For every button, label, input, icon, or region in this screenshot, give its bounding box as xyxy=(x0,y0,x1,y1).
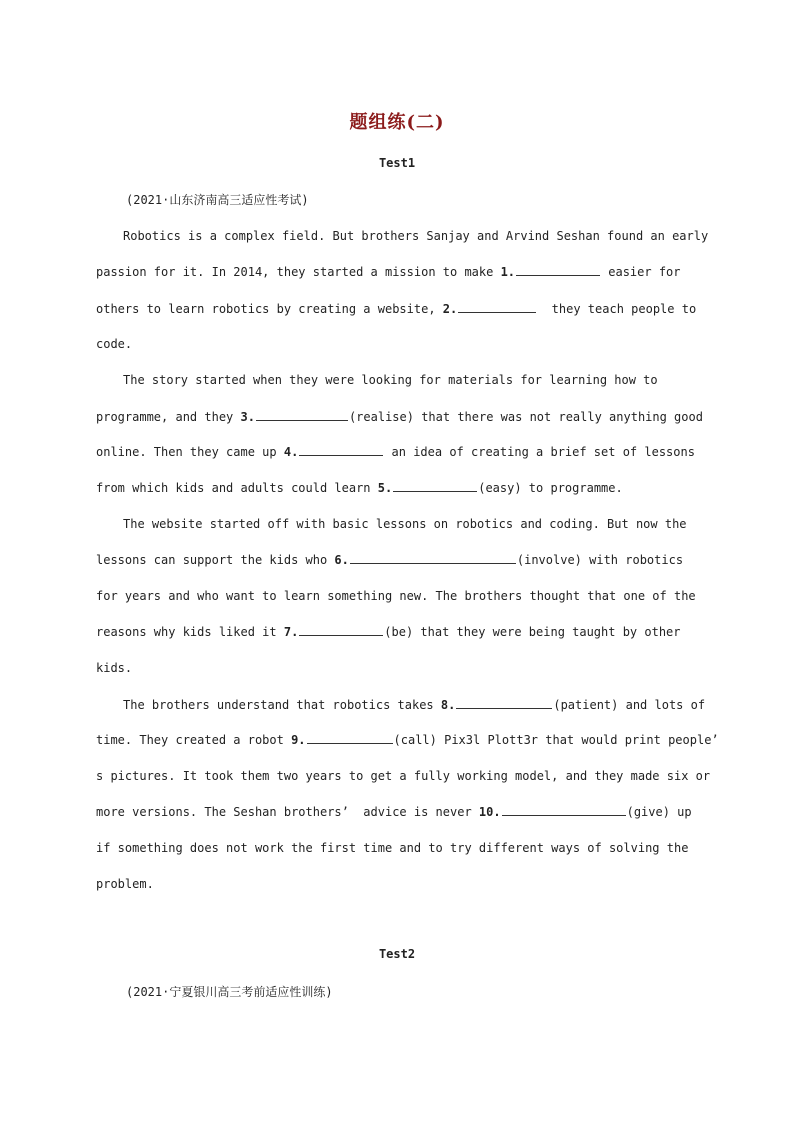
paragraph-line: The website started off with basic lessons on robotics and coding. But now the xyxy=(123,517,687,531)
answer-blank[interactable] xyxy=(516,264,600,276)
page-title: 题组练(二) xyxy=(349,112,445,133)
test1-source: (2021·山东济南高三适应性考试) xyxy=(126,193,309,207)
paragraph-line: for years and who want to learn something new. The brothers thought that one of the xyxy=(96,589,696,603)
answer-blank[interactable] xyxy=(256,409,348,421)
blank-number: 4. xyxy=(283,445,299,459)
answer-blank[interactable] xyxy=(299,444,383,456)
answer-blank[interactable] xyxy=(456,697,552,709)
blank-number: 6. xyxy=(334,553,349,567)
paragraph-line: problem. xyxy=(96,877,154,891)
blank-number: 2. xyxy=(442,302,458,316)
test2-source: (2021·宁夏银川高三考前适应性训练) xyxy=(126,985,333,999)
paragraph-line: online. Then they came up 4. an idea of creating a brief set of lessons xyxy=(96,445,695,459)
paragraph-line: lessons can support the kids who 6. (involve) with robotics xyxy=(96,553,684,567)
paragraph-line: The brothers understand that robotics takes 8. (patient) and lots of xyxy=(123,698,706,712)
paragraph-line: reasons why kids liked it 7. (be) that they were being taught by other xyxy=(96,625,681,639)
paragraph-line: code. xyxy=(96,337,133,351)
paragraph-line: from which kids and adults could learn 5. (easy) to programme. xyxy=(96,481,623,495)
blank-number: 7. xyxy=(283,625,299,639)
answer-blank[interactable] xyxy=(393,480,477,492)
blank-number: 5. xyxy=(377,481,393,495)
blank-number: 3. xyxy=(240,410,255,424)
paragraph-line: s pictures. It took them two years to get a fully working model, and they made six or xyxy=(96,769,711,783)
paragraph-line: more versions. The Seshan brothers’ advice is never 10. (give) up xyxy=(96,805,692,819)
paragraph-line: programme, and they 3. (realise) that there was not really anything good xyxy=(96,410,703,424)
answer-blank[interactable] xyxy=(458,301,536,313)
paragraph-line: The story started when they were looking for materials for learning how to xyxy=(123,373,658,387)
paragraph-line: others to learn robotics by creating a website, 2. they teach people to xyxy=(96,302,697,316)
answer-blank[interactable] xyxy=(307,732,393,744)
paragraph-line: Robotics is a complex field. But brothers Sanjay and Arvind Seshan found an early xyxy=(123,229,709,243)
answer-blank[interactable] xyxy=(299,624,383,636)
paragraph-line: kids. xyxy=(96,661,133,675)
blank-number: 9. xyxy=(291,733,306,747)
blank-number: 8. xyxy=(440,698,456,712)
blank-number: 1. xyxy=(500,265,516,279)
answer-blank[interactable] xyxy=(502,804,626,816)
test2-heading: Test2 xyxy=(378,947,416,961)
test1-heading: Test1 xyxy=(378,156,416,170)
paragraph-line: if something does not work the first time and to try different ways of solving the xyxy=(96,841,689,855)
paragraph-line: passion for it. In 2014, they started a mission to make 1. easier for xyxy=(96,265,681,279)
blank-number: 10. xyxy=(478,805,501,819)
paragraph-line: time. They created a robot 9. (call) Pix3l Plott3r that would print people’ xyxy=(96,733,719,747)
answer-blank[interactable] xyxy=(350,552,516,564)
